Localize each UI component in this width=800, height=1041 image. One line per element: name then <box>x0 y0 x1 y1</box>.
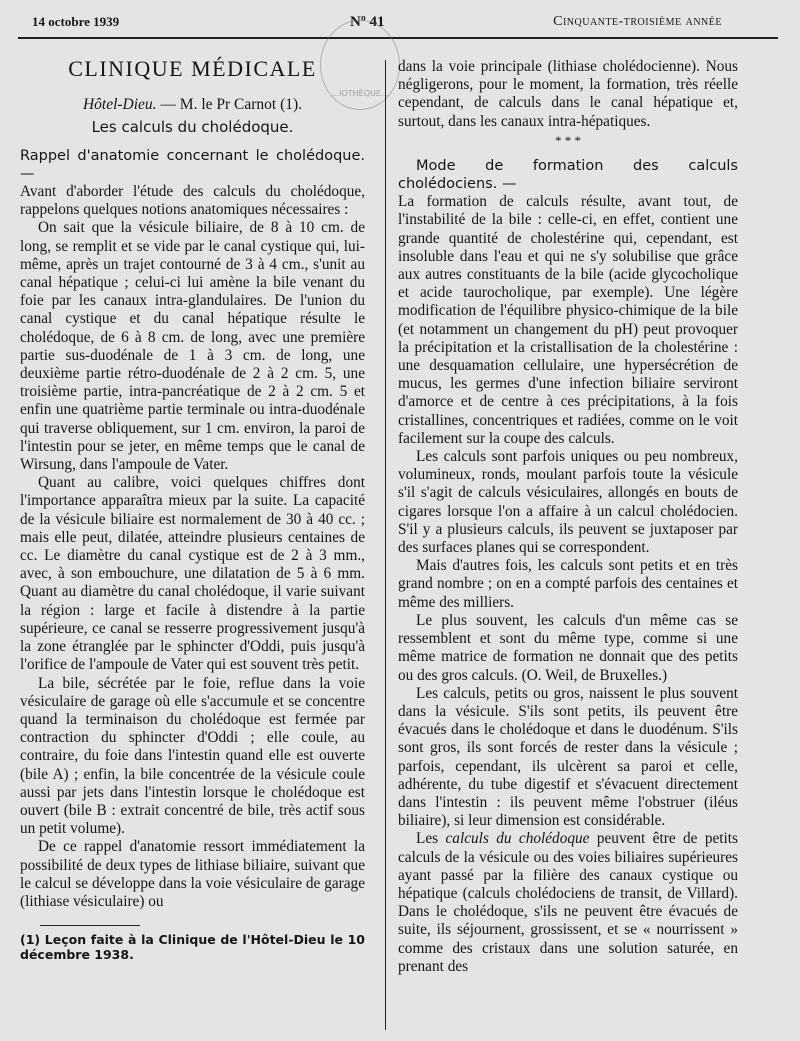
paragraph: La bile, sécrétée par le foie, reflue dans la voie vésiculaire de garage où elle s'accumule et se concentre quand la terminaison du cholédoque est fermée par contraction du sphincter d'Oddi ; elle coule, au contraire, du foie dans l'intestin quand elle est ouverte (bile A) ; enfin, la bile concentrée de la vésicule coule aussi par jets dans l'intestin lorsque le cholédoque est ouvert (bile B : extrait concentré de bile, très actif sous un petit volume). <box>20 674 365 838</box>
lecture-hospital: Hôtel-Dieu. <box>82 96 157 114</box>
paragraph <box>398 830 738 976</box>
paragraph: Quant au calibre, voici quelques chiffres dont l'importance apparaîtra mieux par la suite. La capacité de la vésicule biliaire est normalement de 30 à 40 cc. ; mais elle peut, dilatée, atteindre plusieurs centaines de cc. Le diamètre du canal cystique est de 2 à 3 mm., avec, à son embouchure, une dilatation de 5 à 6 mm. Quant au diamètre du canal cholédoque, il varie suivant la région : large et facile à distendre à la partie supérieure, ce canal se resserre progressivement jusqu'à la zone étranglée par le sphincter d'Oddi, puis jusqu'à l'orifice de l'ampoule de Vater qui est souvent très petit. <box>20 474 365 674</box>
paragraph: Avant d'aborder l'étude des calculs du cholédoque, rappelons quelques notions anatomiques nécessaires : <box>20 183 365 219</box>
paragraph: La formation de calculs résulte, avant tout, de l'instabilité de la bile : celle-ci, en effet, contient une grande quantité de cholestérine qui, cependant, est insoluble dans l'eau et qui ne s'y solubilise que grâce aux autres constituants de la bile (acide glycocholique et acide taurocholique, par exemple). Une légère modification de l'équilibre physico-chimique de la bile (et notamment un changement du pH) peut provoquer la précipitation et la cristallisation de la cholestérine : une desquamation cellulaire, une hypersécrétion de mucus, les germes d'une infection biliaire serviront d'amorce et de centre à ces précipitations, à la fois cristallines, concentriques et radiées, comme on le voit facilement sur la coupe des calculs. <box>398 193 738 447</box>
paragraph: De ce rappel d'anatomie ressort immédiatement la possibilité de deux types de lithiase biliaire, suivant que le calcul se développe dans la voie vésiculaire de garage (lithiase vésiculaire) ou <box>20 838 365 910</box>
stamp-text: ...IOTHÈQUE... <box>331 89 389 98</box>
italic-term: calculs du cholédoque <box>445 830 590 848</box>
footnote-rule <box>40 925 140 926</box>
paragraph-start: Les <box>416 830 439 848</box>
lecture-author: — M. le Pr Carnot (1). <box>160 96 303 114</box>
section-title: CLINIQUE MÉDICALE <box>68 56 317 81</box>
lecture-line <box>20 96 365 114</box>
subheading-formation <box>398 157 738 193</box>
article-subject: Les calculs du cholédoque. <box>91 118 294 137</box>
paragraph: Les calculs, petits ou gros, naissent le plus souvent dans la vésicule. S'ils sont petits, ils peuvent être évacués dans le cholédoque et dans le duodénum. S'ils sont gros, ils sont forcés de rester dans la vésicule ; parfois, cependant, ils ulcèrent sa paroi et celle, adhérente, du tube digestif et s'évacuent directement dans l'intestin : ils peuvent même l'obstruer (iléus biliaire), si leur dimension est considérable. <box>398 684 738 830</box>
header-issue-number: Nº 41 <box>350 14 385 30</box>
right-column <box>398 58 738 976</box>
paragraph: Les calculs sont parfois uniques ou peu nombreux, volumineux, ronds, moulant parfois toute la vésicule s'il s'agit de calculs vésiculaires, allongés en bouts de cigares lorsque l'on a affaire à un calcul cholédocien. S'il y a plusieurs calculs, ils peuvent se juxtaposer par des surfaces planes qui se correspondent. <box>398 448 738 557</box>
subheading-formation-text: Mode de formation des calculs cholédociens. — <box>398 157 738 193</box>
header-date: 14 octobre 1939 <box>32 14 120 29</box>
paragraph: dans la voie principale (lithiase cholédocienne). Nous négligerons, pour le moment, la formation, très réelle cependant, de calculs dans le canal hépatique et, surtout, dans les canaux intra-hépatiques. <box>398 58 738 130</box>
paragraph: On sait que la vésicule biliaire, de 8 à 10 cm. de long, se remplit et se vide par le canal cystique qui, lui-même, après un trajet contourné de 3 à 4 cm., s'unit au canal hépatique ; celui-ci lui amène la bile venant du foie par les canaux intra-glandulaires. De l'union du canal cystique et du canal hépatique résulte le cholédoque, de 6 à 8 cm. de long, avec une première partie sus-duodénale de 1 à 3 cm. de long, une deuxième partie rétro-duodénale de 2 à 2 cm. 5, une troisième partie, intra-pancréatique de 2 à 2 cm. 5 et enfin une quatrième partie terminale ou intra-duodénale qui traverse obliquement, sur 1 cm. environ, la paroi de l'intestin pour se jeter, en même temps que le canal de Wirsung, dans l'ampoule de Vater. <box>20 219 365 474</box>
paragraph: Mais d'autres fois, les calculs sont petits et en très grand nombre ; on en a compté parfois des centaines et même des milliers. <box>398 557 738 611</box>
paragraph-rest: peuvent être de petits calculs de la vésicule ou des voies biliaires supérieures ayant passé par la filière des canaux cystique ou hépatique (calculs cholédociens de transit, de Villard). Dans le cholédoque, s'ils ne peuvent être évacués de suite, ils séjournent, grossissent, et se « nourrissent » comme des cristaux dans une solution saturée, en prenant des <box>398 830 738 975</box>
column-divider <box>385 60 386 1030</box>
subheading-anatomy <box>20 147 365 183</box>
header-rule <box>18 37 778 39</box>
subheading-anatomy-text: Rappel d'anatomie concernant le cholédoque. — <box>20 147 365 182</box>
left-column <box>20 58 365 962</box>
footnote: (1) Leçon faite à la Clinique de l'Hôtel-Dieu le 10 décembre 1938. <box>20 932 365 963</box>
paragraph: Le plus souvent, les calculs d'un même cas se ressemblent et sont du même type, comme si une même matrice de formation ne donnait que des petits ou des gros calculs. (O. Weil, de Bruxelles.) <box>398 611 738 684</box>
running-header <box>0 14 800 36</box>
header-year: Cinquante-troisième année <box>553 14 722 29</box>
section-separator-stars: * * * <box>555 132 581 148</box>
